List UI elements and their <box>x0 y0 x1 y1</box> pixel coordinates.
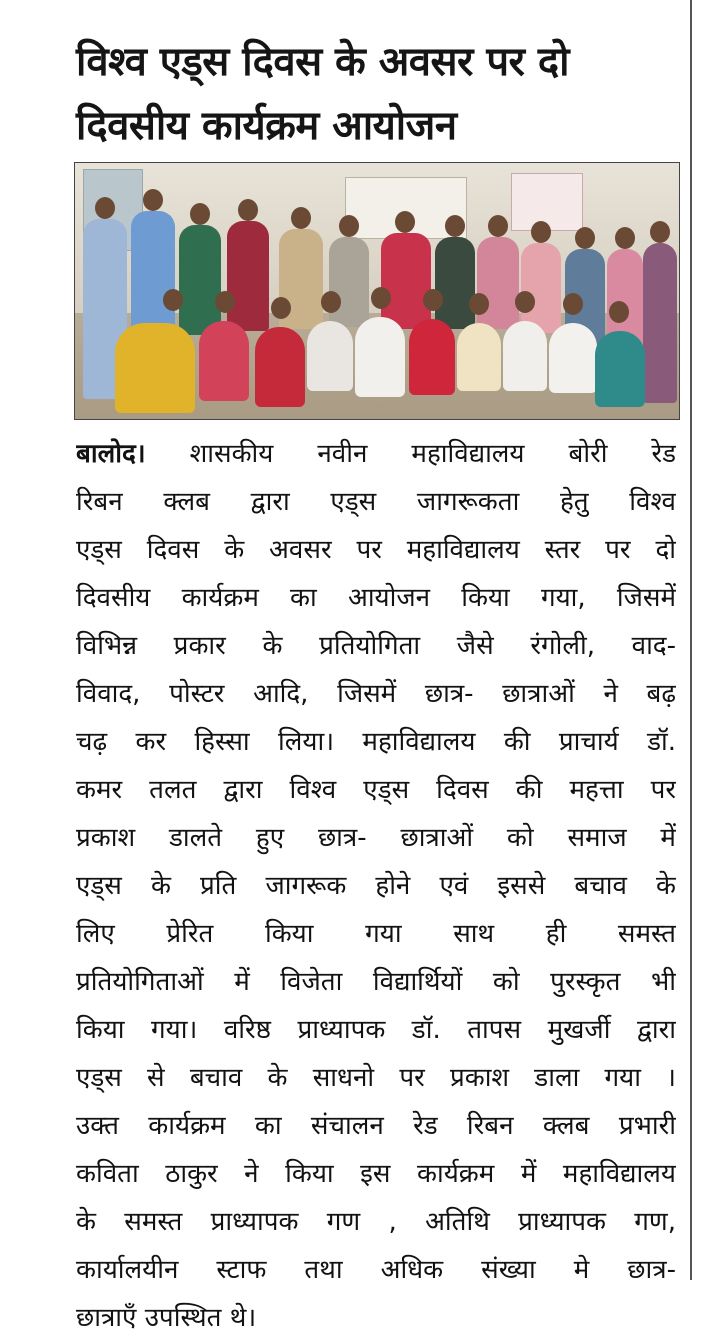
person-seated <box>307 321 353 391</box>
person-seated <box>115 323 195 413</box>
person-head <box>515 291 535 313</box>
person-head <box>339 215 359 237</box>
person-standing <box>227 221 269 331</box>
person-head <box>271 297 291 319</box>
article-line: छात्राएँ उपस्थित थे। <box>76 1303 257 1333</box>
group-photo <box>74 162 680 420</box>
person-head <box>469 293 489 315</box>
person-head <box>650 221 670 243</box>
article-line: रिबन क्लब द्वारा एड्स जागरूकता हेतु विश्व <box>76 487 676 517</box>
person-standing <box>521 243 561 333</box>
person-seated <box>457 323 501 391</box>
article-line: लिए प्रेरित किया गया साथ ही समस्त <box>76 919 676 949</box>
article-line: उक्त कार्यक्रम का संचालन रेड रिबन क्लब प्रभारी <box>76 1111 676 1141</box>
person-seated <box>595 331 645 407</box>
person-standing <box>643 243 677 403</box>
person-standing <box>329 237 369 327</box>
person-standing <box>477 237 519 329</box>
article-line <box>76 430 676 478</box>
person-standing <box>435 237 475 329</box>
dateline: बालोद। <box>76 439 146 469</box>
person-head <box>531 221 551 243</box>
article-line: प्रकाश डालते हुए छात्र- छात्राओं को समाज में <box>76 823 676 853</box>
person-seated <box>255 327 305 407</box>
person-head <box>445 215 465 237</box>
person-head <box>423 289 443 311</box>
person-seated <box>199 321 249 401</box>
article-line: विभिन्न प्रकार के प्रतियोगिता जैसे रंगोली, वाद- <box>76 631 676 661</box>
headline <box>76 30 676 158</box>
person-head <box>488 215 508 237</box>
article-line: कार्यालयीन स्टाफ तथा अधिक संख्या मे छात्र- <box>76 1255 676 1285</box>
person-seated <box>355 317 405 397</box>
article-line: कमर तलत द्वारा विश्व एड्स दिवस की महत्ता पर <box>76 775 676 805</box>
person-standing <box>179 225 221 335</box>
headline-line-1: विश्व एड्स दिवस के अवसर पर दो <box>76 39 569 85</box>
person-seated <box>549 323 597 393</box>
person-head <box>609 301 629 323</box>
article-line: चढ़ कर हिस्सा लिया। महाविद्यालय की प्राचार्य डॉ. <box>76 727 676 757</box>
person-head <box>291 207 311 229</box>
article-line: प्रतियोगिताओं में विजेता विद्यार्थियों को पुरस्कृत भी <box>76 967 676 997</box>
article-line: किया गया। वरिष्ठ प्राध्यापक डॉ. तापस मुखर्जी द्वारा <box>76 1015 676 1045</box>
person-head <box>215 291 235 313</box>
article-line: एड्स दिवस के अवसर पर महाविद्यालय स्तर पर दो <box>76 535 676 565</box>
article-line: विवाद, पोस्टर आदि, जिसमें छात्र- छात्राओं ने बढ़ <box>76 679 676 709</box>
article-line: एड्स के प्रति जागरूक होने एवं इससे बचाव के <box>76 871 676 901</box>
person-head <box>95 197 115 219</box>
article-line-text: शासकीय नवीन महाविद्यालय बोरी रेड <box>145 439 676 469</box>
headline-line-2: दिवसीय कार्यक्रम आयोजन <box>76 103 457 149</box>
person-head <box>563 293 583 315</box>
article-line: एड्स से बचाव के साधनो पर प्रकाश डाला गया । <box>76 1063 676 1093</box>
person-head <box>575 227 595 249</box>
person-head <box>395 211 415 233</box>
person-head <box>321 291 341 313</box>
article-body <box>76 430 676 1342</box>
article-line: के समस्त प्राध्यापक गण , अतिथि प्राध्यापक गण, <box>76 1207 676 1237</box>
person-seated <box>503 321 547 391</box>
column-rule <box>690 0 692 1280</box>
person-head <box>615 227 635 249</box>
person-standing <box>381 233 431 329</box>
person-head <box>371 287 391 309</box>
article-line: दिवसीय कार्यक्रम का आयोजन किया गया, जिसमें <box>76 583 676 613</box>
person-head <box>190 203 210 225</box>
article-line: कविता ठाकुर ने किया इस कार्यक्रम में महाविद्यालय <box>76 1159 676 1189</box>
person-head <box>238 199 258 221</box>
person-seated <box>409 319 455 395</box>
person-head <box>163 289 183 311</box>
person-head <box>143 189 163 211</box>
